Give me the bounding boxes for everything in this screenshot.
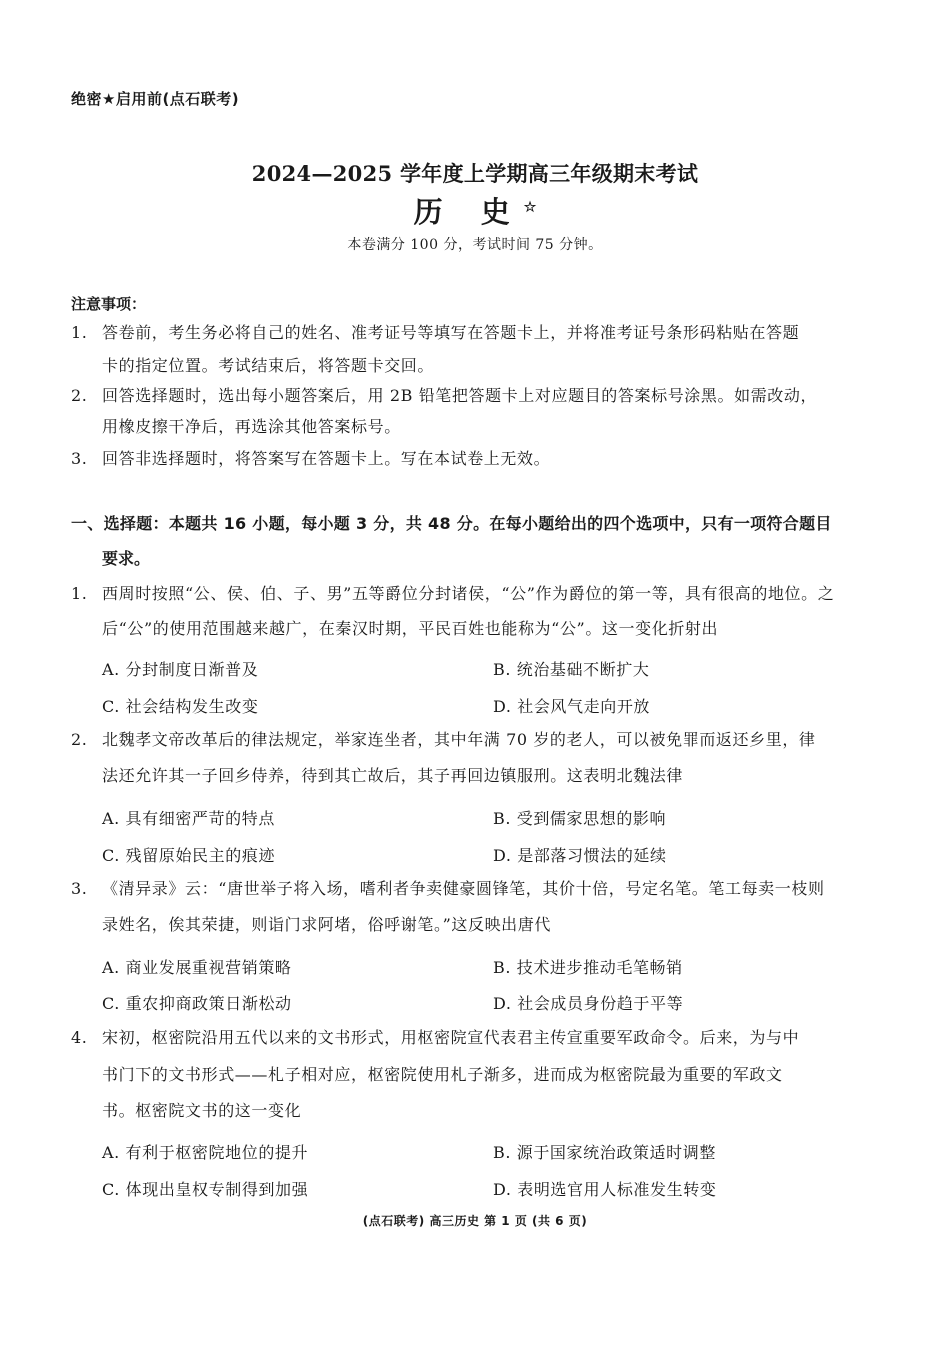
confidential-label: 绝密★启用前(点石联考): [71, 90, 240, 108]
question-stem-line: 后“公”的使用范围越来越广，在秦汉时期，平民百姓也能称为“公”。这一变化折射出: [102, 619, 719, 638]
subject-title: [0, 190, 950, 231]
notice-heading: 注意事项：: [71, 295, 147, 313]
notice-item-line: 回答选择题时，选出每小题答案后，用 2B 铅笔把答题卡上对应题目的答案标号涂黑。如需改动，: [102, 386, 818, 405]
question-stem-line: 西周时按照“公、侯、伯、子、男”五等爵位分封诸侯，“公”作为爵位的第一等，具有很高的地位。之: [102, 584, 835, 603]
question-stem-line: 《清异录》云：“唐世举子将入场，嗜利者争卖健豪圆锋笔，其价十倍，号定名笔。笔工每卖一枝则: [102, 879, 825, 898]
notice-item-line: 答卷前，考生务必将自己的姓名、准考证号等填写在答题卡上，并将准考证号条形码粘贴在答题: [102, 323, 800, 342]
option-b[interactable]: B. 统治基础不断扩大: [493, 660, 650, 679]
option-d[interactable]: D. 表明选官用人标准发生转变: [493, 1180, 717, 1199]
option-d[interactable]: D. 是部落习惯法的延续: [493, 846, 667, 865]
score-info: 本卷满分 100 分，考试时间 75 分钟。: [347, 237, 603, 253]
option-d[interactable]: D. 社会风气走向开放: [493, 697, 651, 716]
section-heading: 一、选择题：本题共 16 小题，每小题 3 分，共 48 分。在每小题给出的四个选项中，只有一项符合题目: [71, 514, 832, 533]
option-a[interactable]: A. 商业发展重视营销策略: [102, 958, 292, 977]
option-c[interactable]: C. 社会结构发生改变: [102, 697, 259, 716]
option-b[interactable]: B. 受到儒家思想的影响: [493, 809, 667, 828]
notice-item-number: 1.: [71, 323, 88, 342]
question-stem-line: 宋初，枢密院沿用五代以来的文书形式，用枢密院宣代表君主传宣重要军政命令。后来，为与中: [102, 1028, 800, 1047]
question-number: 2.: [71, 730, 88, 749]
notice-item-number: 2.: [71, 386, 88, 405]
option-a[interactable]: A. 有利于枢密院地位的提升: [102, 1143, 309, 1162]
question-stem-line: 书。枢密院文书的这一变化: [102, 1101, 302, 1120]
option-d[interactable]: D. 社会成员身份趋于平等: [493, 994, 684, 1013]
page-footer: (点石联考) 高三历史 第 1 页 (共 6 页): [362, 1214, 588, 1228]
option-a[interactable]: A. 分封制度日渐普及: [102, 660, 259, 679]
option-c[interactable]: C. 体现出皇权专制得到加强: [102, 1180, 309, 1199]
question-stem-line: 录姓名，俟其荣捷，则诣门求阿堵，俗呼谢笔。”这反映出唐代: [102, 915, 551, 934]
subject-star-mark: ☆: [523, 199, 537, 216]
question-number: 3.: [71, 879, 88, 898]
notice-item-line: 用橡皮擦干净后，再选涂其他答案标号。: [102, 417, 401, 436]
exam-title: 2024—2025 学年度上学期高三年级期末考试: [251, 161, 699, 186]
question-number: 1.: [71, 584, 88, 603]
notice-item-line: 回答非选择题时，将答案写在答题卡上。写在本试卷上无效。: [102, 449, 551, 468]
notice-item-line: 卡的指定位置。考试结束后，将答题卡交回。: [102, 356, 435, 375]
question-stem-line: 法还允许其一子回乡侍养，待到其亡故后，其子再回边镇服刑。这表明北魏法律: [102, 766, 684, 785]
section-heading-continued: 要求。: [102, 549, 151, 568]
option-b[interactable]: B. 技术进步推动毛笔畅销: [493, 958, 683, 977]
option-b[interactable]: B. 源于国家统治政策适时调整: [493, 1143, 716, 1162]
notice-item-number: 3.: [71, 449, 88, 468]
question-stem-line: 书门下的文书形式——札子相对应，枢密院使用札子渐多，进而成为枢密院最为重要的军政文: [102, 1065, 783, 1084]
option-a[interactable]: A. 具有细密严苛的特点: [102, 809, 275, 828]
subject-name: 历 史: [413, 195, 524, 229]
option-c[interactable]: C. 残留原始民主的痕迹: [102, 846, 276, 865]
question-stem-line: 北魏孝文帝改革后的律法规定，举家连坐者，其中年满 70 岁的老人，可以被免罪而返还乡里，律: [102, 730, 816, 749]
question-number: 4.: [71, 1028, 88, 1047]
option-c[interactable]: C. 重农抑商政策日渐松动: [102, 994, 292, 1013]
